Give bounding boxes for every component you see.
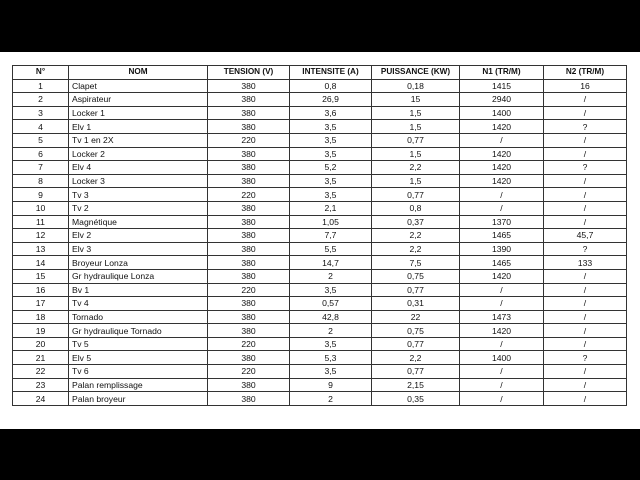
table-cell: /	[544, 188, 627, 202]
table-cell: 380	[208, 201, 290, 215]
table-cell: /	[544, 106, 627, 120]
table-cell: 3	[13, 106, 69, 120]
table-cell: /	[544, 337, 627, 351]
table-cell: 0,77	[372, 133, 460, 147]
table-row	[13, 256, 627, 270]
header-cell: N1 (TR/M)	[460, 66, 544, 80]
table-row	[13, 242, 627, 256]
table-cell: Gr hydraulique Tornado	[69, 324, 208, 338]
table-cell: 380	[208, 242, 290, 256]
table-cell: 1420	[460, 324, 544, 338]
header-cell: INTENSITE (A)	[290, 66, 372, 80]
table-cell: /	[544, 93, 627, 107]
table-cell: 23	[13, 378, 69, 392]
table-cell: /	[544, 378, 627, 392]
table-cell: 0,77	[372, 337, 460, 351]
table-cell: ?	[544, 242, 627, 256]
table-cell: 11	[13, 215, 69, 229]
table-cell: /	[544, 365, 627, 379]
table-cell: /	[544, 215, 627, 229]
table-cell: 2940	[460, 93, 544, 107]
table-cell: 0,31	[372, 297, 460, 311]
table-cell: 1465	[460, 256, 544, 270]
table-cell: 20	[13, 337, 69, 351]
table-cell: 0,77	[372, 188, 460, 202]
table-cell: /	[460, 201, 544, 215]
table-cell: 380	[208, 79, 290, 93]
table-row	[13, 392, 627, 406]
table-cell: 1390	[460, 242, 544, 256]
header-cell: PUISSANCE (KW)	[372, 66, 460, 80]
table-cell: 2,1	[290, 201, 372, 215]
table-cell: 380	[208, 256, 290, 270]
table-cell: Locker 1	[69, 106, 208, 120]
table-cell: 7,5	[372, 256, 460, 270]
table-cell: Elv 3	[69, 242, 208, 256]
table-cell: 380	[208, 310, 290, 324]
table-cell: 1,5	[372, 120, 460, 134]
table-cell: 1420	[460, 147, 544, 161]
table-row	[13, 297, 627, 311]
table-cell: /	[544, 147, 627, 161]
table-cell: 21	[13, 351, 69, 365]
table-cell: 12	[13, 229, 69, 243]
table-body	[13, 79, 627, 405]
table-cell: 1,5	[372, 106, 460, 120]
table-cell: 0,57	[290, 297, 372, 311]
table-cell: Tv 2	[69, 201, 208, 215]
table-cell: 3,5	[290, 133, 372, 147]
table-cell: 2,2	[372, 242, 460, 256]
table-cell: Locker 3	[69, 174, 208, 188]
table-cell: 10	[13, 201, 69, 215]
header-cell: N2 (TR/M)	[544, 66, 627, 80]
table-cell: Gr hydraulique Lonza	[69, 269, 208, 283]
table-cell: 380	[208, 215, 290, 229]
table-cell: 2	[290, 392, 372, 406]
table-row	[13, 133, 627, 147]
table-cell: Tv 6	[69, 365, 208, 379]
table-row	[13, 201, 627, 215]
table-cell: 15	[13, 269, 69, 283]
table-cell: 1415	[460, 79, 544, 93]
table-cell: /	[460, 337, 544, 351]
table-cell: 42,8	[290, 310, 372, 324]
table-row	[13, 283, 627, 297]
table-cell: 380	[208, 351, 290, 365]
table-cell: 380	[208, 297, 290, 311]
table-cell: 6	[13, 147, 69, 161]
table-cell: 220	[208, 365, 290, 379]
table-cell: 2,2	[372, 161, 460, 175]
table-cell: 4	[13, 120, 69, 134]
table-cell: 22	[372, 310, 460, 324]
table-cell: 1465	[460, 229, 544, 243]
table-cell: 7,7	[290, 229, 372, 243]
table-cell: 1,05	[290, 215, 372, 229]
table-cell: 15	[372, 93, 460, 107]
table-cell: /	[544, 297, 627, 311]
table-cell: 1473	[460, 310, 544, 324]
table-cell: Bv 1	[69, 283, 208, 297]
table-cell: 0,77	[372, 283, 460, 297]
table-cell: 220	[208, 188, 290, 202]
table-cell: /	[544, 324, 627, 338]
table-cell: 9	[13, 188, 69, 202]
table-cell: 380	[208, 120, 290, 134]
table-cell: 1420	[460, 161, 544, 175]
table-cell: 1420	[460, 120, 544, 134]
table-cell: /	[544, 174, 627, 188]
table-cell: /	[460, 283, 544, 297]
table-cell: Tv 4	[69, 297, 208, 311]
table-cell: 3,5	[290, 174, 372, 188]
table-cell: 1420	[460, 174, 544, 188]
table-cell: 3,6	[290, 106, 372, 120]
table-cell: 1370	[460, 215, 544, 229]
table-cell: 0,35	[372, 392, 460, 406]
table-cell: 26,9	[290, 93, 372, 107]
header-cell: NOM	[69, 66, 208, 80]
table-cell: 5,3	[290, 351, 372, 365]
table-cell: Aspirateur	[69, 93, 208, 107]
motor-table	[12, 65, 627, 406]
table-row	[13, 174, 627, 188]
table-cell: 380	[208, 174, 290, 188]
table-cell: 2,2	[372, 351, 460, 365]
table-cell: 16	[13, 283, 69, 297]
table-cell: 2	[290, 269, 372, 283]
table-row	[13, 147, 627, 161]
table-cell: ?	[544, 120, 627, 134]
table-cell: /	[544, 201, 627, 215]
table-cell: 1400	[460, 351, 544, 365]
table-cell: 380	[208, 229, 290, 243]
table-cell: 3,5	[290, 337, 372, 351]
table-cell: Elv 1	[69, 120, 208, 134]
table-cell: 380	[208, 93, 290, 107]
table-cell: 380	[208, 378, 290, 392]
table-cell: /	[460, 365, 544, 379]
table-cell: 3,5	[290, 365, 372, 379]
table-cell: Palan broyeur	[69, 392, 208, 406]
table-cell: 3,5	[290, 120, 372, 134]
table-row	[13, 188, 627, 202]
table-cell: Locker 2	[69, 147, 208, 161]
table-cell: /	[460, 392, 544, 406]
table-cell: 13	[13, 242, 69, 256]
table-cell: /	[460, 297, 544, 311]
table-cell: 133	[544, 256, 627, 270]
header-cell: N°	[13, 66, 69, 80]
table-cell: /	[460, 188, 544, 202]
table-cell: 8	[13, 174, 69, 188]
table-cell: 14	[13, 256, 69, 270]
table-cell: 0,77	[372, 365, 460, 379]
table-cell: 18	[13, 310, 69, 324]
table-cell: 380	[208, 147, 290, 161]
table-cell: Tv 5	[69, 337, 208, 351]
table-row	[13, 215, 627, 229]
table-cell: /	[544, 310, 627, 324]
table-cell: Elv 5	[69, 351, 208, 365]
table-cell: /	[544, 392, 627, 406]
table-cell: 380	[208, 106, 290, 120]
table-cell: 3,5	[290, 188, 372, 202]
table-cell: 1,5	[372, 147, 460, 161]
table-cell: 2,2	[372, 229, 460, 243]
table-cell: 19	[13, 324, 69, 338]
header-row	[13, 66, 627, 80]
table-cell: 1400	[460, 106, 544, 120]
table-cell: 2	[13, 93, 69, 107]
table-row	[13, 310, 627, 324]
table-cell: Magnétique	[69, 215, 208, 229]
table-cell: 0,8	[372, 201, 460, 215]
table-cell: /	[544, 283, 627, 297]
document-page	[0, 52, 640, 429]
table-cell: Palan remplissage	[69, 378, 208, 392]
table-cell: 0,75	[372, 324, 460, 338]
table-cell: 380	[208, 324, 290, 338]
table-cell: 5	[13, 133, 69, 147]
table-cell: 9	[290, 378, 372, 392]
table-cell: 0,8	[290, 79, 372, 93]
table-cell: Broyeur Lonza	[69, 256, 208, 270]
table-cell: 1	[13, 79, 69, 93]
table-cell: 0,75	[372, 269, 460, 283]
table-cell: /	[460, 133, 544, 147]
table-cell: 0,18	[372, 79, 460, 93]
table-row	[13, 106, 627, 120]
table-cell: 380	[208, 269, 290, 283]
table-cell: Clapet	[69, 79, 208, 93]
table-cell: /	[544, 269, 627, 283]
table-row	[13, 120, 627, 134]
table-row	[13, 337, 627, 351]
table-cell: 220	[208, 337, 290, 351]
table-cell: 220	[208, 133, 290, 147]
table-cell: 5,5	[290, 242, 372, 256]
table-row	[13, 79, 627, 93]
table-row	[13, 229, 627, 243]
table-cell: 1,5	[372, 174, 460, 188]
table-cell: Tv 1 en 2X	[69, 133, 208, 147]
table-cell: 2	[290, 324, 372, 338]
table-cell: 24	[13, 392, 69, 406]
table-cell: /	[460, 378, 544, 392]
table-cell: 0,37	[372, 215, 460, 229]
table-cell: 17	[13, 297, 69, 311]
table-cell: 16	[544, 79, 627, 93]
table-row	[13, 365, 627, 379]
table-cell: Tornado	[69, 310, 208, 324]
table-row	[13, 269, 627, 283]
table-cell: ?	[544, 161, 627, 175]
table-cell: 380	[208, 392, 290, 406]
table-cell: 14,7	[290, 256, 372, 270]
header-cell: TENSION (V)	[208, 66, 290, 80]
table-cell: 1420	[460, 269, 544, 283]
table-cell: 22	[13, 365, 69, 379]
table-cell: 3,5	[290, 147, 372, 161]
table-row	[13, 378, 627, 392]
table-cell: 5,2	[290, 161, 372, 175]
table-cell: Tv 3	[69, 188, 208, 202]
table-row	[13, 93, 627, 107]
table-cell: ?	[544, 351, 627, 365]
table-cell: 45,7	[544, 229, 627, 243]
table-row	[13, 351, 627, 365]
table-cell: 220	[208, 283, 290, 297]
table-cell: Elv 4	[69, 161, 208, 175]
table-cell: 380	[208, 161, 290, 175]
table-cell: /	[544, 133, 627, 147]
table-cell: 2,15	[372, 378, 460, 392]
table-cell: Elv 2	[69, 229, 208, 243]
table-row	[13, 324, 627, 338]
table-cell: 3,5	[290, 283, 372, 297]
table-cell: 7	[13, 161, 69, 175]
table-row	[13, 161, 627, 175]
